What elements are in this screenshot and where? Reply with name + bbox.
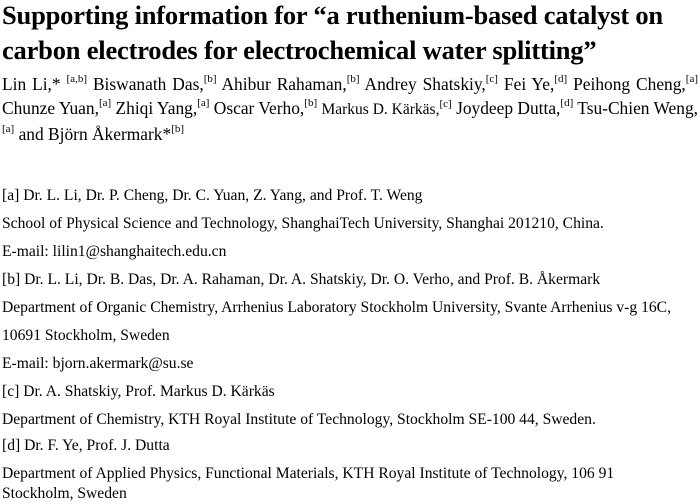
author: Ahibur Rahaman,[b]: [221, 73, 360, 94]
author: Biswanath Das,[b]: [92, 73, 217, 94]
author: Zhiqi Yang,[a]: [115, 97, 210, 118]
author: Andrey Shatskiy,[c]: [364, 73, 498, 94]
affiliation-b-header: [b] Dr. L. Li, Dr. B. Das, Dr. A. Rahaman, Dr. A. Shatskiy, Dr. O. Verho, and Prof. B. Åkermark: [2, 271, 601, 288]
document-title: [2, 0, 700, 68]
author: Oscar Verho,[b]: [213, 97, 318, 118]
author: Joydeep Dutta,[d]: [456, 97, 574, 118]
author: Tsu-Chien Weng,[a]: [2, 98, 699, 136]
author: and Björn Åkermark*[b]: [18, 123, 185, 144]
affiliation-b-address-cont: 10691 Stockholm, Sweden: [2, 327, 170, 344]
affiliation-b-address: Department of Organic Chemistry, Arrhenius Laboratory Stockholm University, Svante Arrhenius v-g 16C,: [2, 299, 671, 316]
author: Markus D. Kärkäs,[c]: [321, 97, 452, 118]
affiliation-d-address-cont: Stockholm, Sweden: [2, 485, 127, 502]
affiliation-c-address: Department of Chemistry, KTH Royal Institute of Technology, Stockholm SE-100 44, Sweden.: [2, 411, 596, 428]
author: Lin Li,* [a,b]: [2, 73, 87, 94]
author: Chunze Yuan,[a]: [2, 97, 112, 118]
title-line-1: Supporting information for “a ruthenium-based catalyst on: [2, 0, 663, 30]
author: Peihong Cheng,[a]: [573, 73, 699, 94]
affiliation-c-header: [c] Dr. A. Shatskiy, Prof. Markus D. Kärkäs: [2, 383, 275, 400]
title-line-2: carbon electrodes for electrochemical water splitting”: [2, 35, 597, 65]
affiliation-d-header: [d] Dr. F. Ye, Prof. J. Dutta: [2, 437, 170, 454]
author-list: [2, 72, 698, 146]
affiliation-a-address: School of Physical Science and Technology, ShanghaiTech University, Shanghai 201210, China.: [2, 215, 604, 232]
affiliation-b-email[interactable]: E-mail: bjorn.akermark@su.se: [2, 355, 194, 372]
affiliation-a-email[interactable]: E-mail: lilin1@shanghaitech.edu.cn: [2, 243, 227, 260]
author: Fei Ye,[d]: [503, 73, 568, 94]
affiliation-a-header: [a] Dr. L. Li, Dr. P. Cheng, Dr. C. Yuan, Z. Yang, and Prof. T. Weng: [2, 187, 423, 204]
affiliation-d-address: Department of Applied Physics, Functional Materials, KTH Royal Institute of Technology, 106 91: [2, 465, 615, 482]
